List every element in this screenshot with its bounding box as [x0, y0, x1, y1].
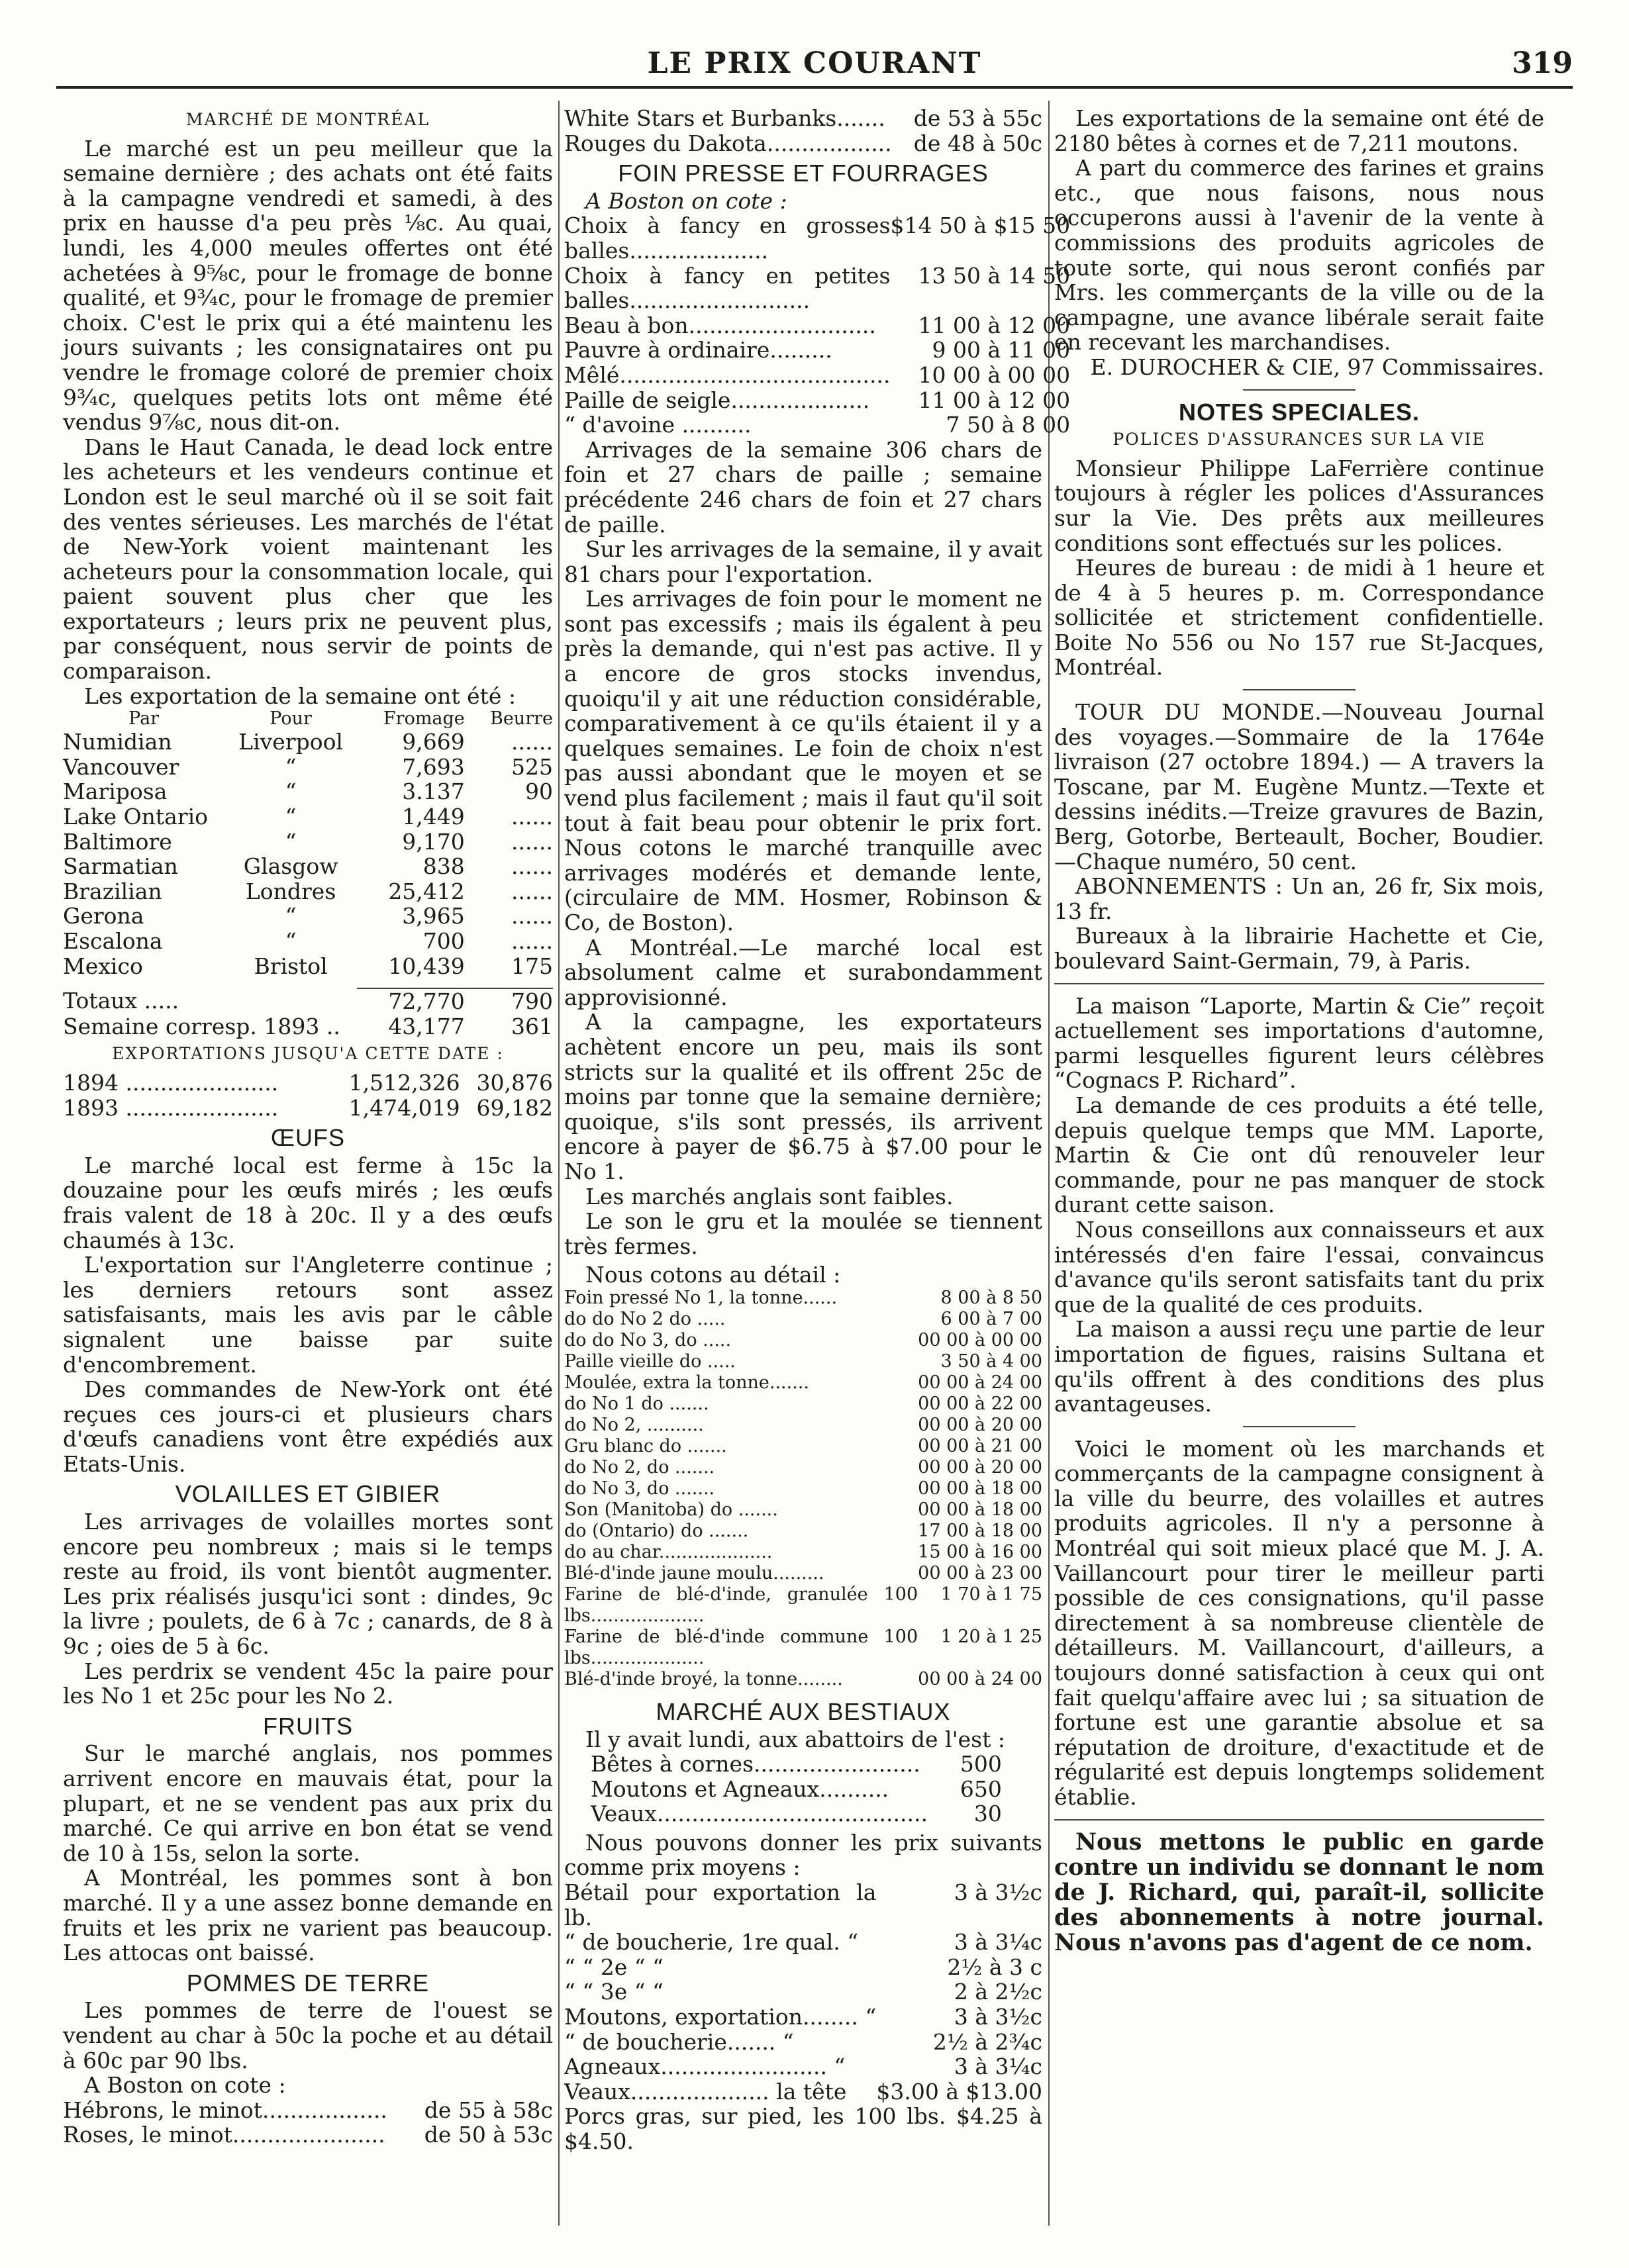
item-price: 00 00 à 23 00 — [918, 1562, 1042, 1583]
price-row — [63, 2122, 553, 2148]
export-row — [63, 954, 553, 979]
paragraph: Les perdrix se vendent 45c la paire pour les No 1 et 25c pour les No 2. — [63, 1658, 553, 1709]
price-row — [564, 1330, 1042, 1351]
price-row — [591, 1777, 1002, 1802]
column-2 — [564, 105, 1071, 2154]
butter-count: 90 — [525, 779, 553, 805]
item-label: do No 3, do ....... — [564, 1478, 715, 1499]
item-price: 00 00 à 22 00 — [918, 1393, 1042, 1414]
item-price: 00 00 à 20 00 — [918, 1414, 1042, 1435]
item-label: Moutons, exportation........ “ — [564, 2004, 877, 2030]
paragraph: L'exportation sur l'Angleterre continue ; les derniers retours sont assez satisfaisants, mais les avis par le câble signalent une baisse par suite d'encombrement. — [63, 1252, 553, 1378]
cheese-count: 1,449 — [402, 804, 465, 830]
item-price: 1 70 à 1 75 — [940, 1583, 1042, 1605]
cheese-count: 3.137 — [402, 779, 465, 805]
price-row — [564, 2079, 1042, 2104]
butter-count: ...... — [511, 903, 553, 929]
item-label: Pauvre à ordinaire......... — [564, 337, 832, 363]
ship-name: Lake Ontario — [63, 804, 209, 830]
destination-port: Londres — [245, 878, 336, 904]
item-price: 00 00 à 18 00 — [918, 1499, 1042, 1520]
paragraph: Des commandes de New-York ont été reçues ces jours-ci et plusieurs chars d'œufs canadiens vont être expédiés aux Etats-Unis. — [63, 1376, 553, 1477]
price-row — [564, 363, 1070, 388]
price-row — [564, 1521, 1042, 1542]
paragraph: Les arrivages de foin pour le moment ne sont pas excessifs ; mais ils égalent à peu près la demande, qui n'est pas active. Il y a encore de gros stocks invendus, quoiqu'il y ait une réduction considérable, comparativement à ce qu'ils étaient il y a quelques semaines. Le foin de choix n'est pas aussi abondant que le moyen et se vend plus facilement ; mais il faut qu'il soit tout à fait beau pour obtenir le prix fort. Nous cotons le marché tranquille avec arrivages modérés et demande lente, (circulaire de MM. Hosmer, Robinson & Co, de Boston). — [564, 586, 1042, 935]
section-heading: FOIN PRESSE ET FOURRAGES — [618, 160, 989, 187]
item-price: 00 00 à 24 00 — [918, 1668, 1042, 1689]
total-label: Totaux ..... — [63, 988, 179, 1014]
price-row — [564, 1394, 1042, 1415]
item-label: Son (Manitoba) do ....... — [564, 1499, 778, 1520]
price-row — [564, 1930, 1042, 1955]
header-rule — [56, 86, 1573, 89]
ship-name: Mariposa — [63, 779, 168, 805]
detail-price-table — [564, 1288, 1042, 1690]
item-label: “ “ 2e “ “ — [564, 1954, 664, 1980]
item-price: de 50 à 53c — [424, 2122, 553, 2148]
price-row — [564, 2030, 1042, 2055]
price-row — [564, 313, 1070, 338]
item-label: do do No 3, do ..... — [564, 1329, 732, 1350]
butter-total: 790 — [465, 988, 553, 1014]
column-header: Beurre — [489, 708, 553, 730]
item-price: 17 00 à 18 00 — [918, 1520, 1042, 1541]
price-row — [564, 213, 1070, 263]
butter-count: 525 — [511, 753, 553, 780]
warning-notice: Nous mettons le public en garde contre un individu se donnant le nom de J. Richard, qui, paraît-il, sollicite des abonnements à notre journal. Nous n'avons pas d'agent de ce nom. — [1054, 1828, 1544, 1956]
item-label: Bétail pour exportation la lb. — [564, 1879, 877, 1930]
item-label: Moulée, extra la tonne....... — [564, 1372, 809, 1393]
cheese-count: 9,170 — [402, 828, 465, 855]
item-price: $3.00 à $13.00 — [876, 2078, 1042, 2104]
paragraph: Les arrivages de volailles mortes sont encore peu nombreux ; mais si le temps reste au froid, ils vont bientôt augmenter. Les prix réalisés jusqu'ici sont : dindes, 9c la livre ; poulets, de 6 à 7c ; canards, de 8 à 9c ; oies de 5 à 6c. — [63, 1509, 553, 1660]
item-price: de 53 à 55c — [913, 105, 1042, 131]
item-price: 3 à 3¼c — [954, 2054, 1042, 2080]
item-label: do No 1 do ....... — [564, 1393, 709, 1414]
column-header: Par — [128, 708, 160, 730]
butter-count: ...... — [511, 878, 553, 904]
year-label: 1893 ...................... — [63, 1094, 279, 1121]
cheese-total: 1,512,326 — [348, 1069, 460, 1096]
export-row — [63, 929, 553, 954]
item-price: 3 50 à 4 00 — [940, 1350, 1042, 1372]
cheese-count: 7,693 — [402, 753, 465, 780]
butter-count: ...... — [511, 729, 553, 755]
price-row — [564, 1979, 1042, 2005]
arrivals-table — [591, 1752, 1002, 1826]
export-row — [63, 829, 553, 855]
section-heading: POMMES DE TERRE — [186, 1969, 430, 1997]
paragraph: A Montréal.—Le marché local est absolument calme et surabondamment approvisionné. — [564, 934, 1042, 1010]
item-price: 00 00 à 21 00 — [918, 1435, 1042, 1456]
export-row — [63, 904, 553, 929]
ship-name: Gerona — [63, 903, 144, 929]
paragraph: Monsieur Philippe LaFerrière continue toujours à régler les polices d'Assurances sur la Vie. Des prêts aux meilleures conditions sont effectués sur les polices. — [1054, 455, 1544, 556]
butter-total: 30,876 — [476, 1069, 553, 1096]
paragraph: Heures de bureau : de midi à 1 heure et de 4 à 5 heures p. m. Correspondance sollicitée et strictement confidentielle. Boite No 556 ou No 157 rue St-Jacques, Montréal. — [1054, 555, 1544, 681]
item-price: 7 50 à 8 00 — [946, 412, 1071, 438]
section-heading: MARCHÉ AUX BESTIAUX — [656, 1697, 951, 1725]
paragraph: Le marché est un peu meilleur que la semaine dernière ; des achats ont été faits à la campagne vendredi et samedi, à des prix en hausse d'a peu près ⅛c. Au quai, lundi, les 4,000 meules offertes ont été achetées à 9⅝c, pour le fromage de bonne qualité, et 9¾c, pour le fromage de premier choix. C'est le prix qui a été maintenu les jours suivants ; les consignataires ont pu vendre le fromage coloré de premier choix 9¾c, quelques petits lots ont même été vendus 9⅞c, nous dit-on. — [63, 135, 553, 436]
butter-count: ...... — [511, 853, 553, 880]
price-row — [564, 1457, 1042, 1478]
cheese-count: 700 — [422, 928, 465, 954]
price-row — [564, 1478, 1042, 1499]
price-row — [564, 1627, 1042, 1669]
price-row — [564, 1584, 1042, 1627]
signature: E. DUROCHER & CIE, 97 Commissaires. — [1090, 354, 1544, 380]
item-label: do No 2, .......... — [564, 1414, 704, 1435]
item-label: Choix à fancy en grosses balles.................... — [564, 213, 891, 263]
item-price: 3 à 3½c — [954, 1879, 1042, 1906]
price-row — [564, 106, 1042, 131]
ship-name: Vancouver — [63, 753, 179, 780]
destination-port: “ — [285, 903, 297, 929]
year-label: 1894 ...................... — [63, 1069, 279, 1096]
paragraph: Le marché local est ferme à 15c la douzaine pour les œufs mirés ; les œufs frais valent de 18 à 20c. Il y a des œufs chaumés à 13c. — [63, 1152, 553, 1253]
item-price: de 48 à 50c — [913, 130, 1042, 156]
price-row — [564, 2005, 1042, 2030]
item-price: 8 00 à 8 50 — [940, 1287, 1042, 1308]
butter-count: ...... — [511, 928, 553, 954]
column-divider — [558, 101, 560, 2226]
paragraph: Les pommes de terre de l'ouest se vendent au char à 50c la poche et au détail à 60c par 90 lbs. — [63, 1997, 553, 2073]
divider — [1054, 1819, 1544, 1820]
item-label: Paille vieille do ..... — [564, 1350, 736, 1372]
cheese-count: 838 — [422, 853, 465, 880]
paragraph: Les marchés anglais sont faibles. — [585, 1183, 954, 1209]
price-row — [564, 1669, 1042, 1690]
cheese-total: 43,177 — [388, 1013, 465, 1039]
item-label: “ “ 3e “ “ — [564, 1979, 664, 2005]
ship-name: Escalona — [63, 928, 163, 954]
paragraph: Porcs gras, sur pied, les 100 lbs. $4.25 à $4.50. — [564, 2103, 1042, 2154]
item-price: 00 00 à 18 00 — [918, 1478, 1042, 1499]
item-price: 500 — [960, 1751, 1002, 1777]
column-3 — [1054, 106, 1544, 1956]
destination-port: “ — [285, 928, 297, 954]
divider — [1054, 983, 1544, 984]
export-row — [63, 804, 553, 829]
item-price: $14 50 à $15 50 — [890, 213, 1071, 239]
item-label: Blé-d'inde broyé, la tonne........ — [564, 1668, 843, 1689]
item-label: Mêlé....................................... — [564, 361, 891, 388]
item-price: 2½ à 2¾c — [932, 2028, 1042, 2055]
price-row — [564, 338, 1070, 363]
since-table — [63, 1070, 553, 1120]
item-label: Paille de seigle.................... — [564, 387, 870, 413]
section-heading: MARCHÉ DE MONTRÉAL — [185, 110, 430, 129]
ship-name: Brazilian — [63, 878, 162, 904]
price-row — [564, 1288, 1042, 1309]
destination-port: “ — [285, 804, 297, 830]
price-row — [591, 1801, 1002, 1826]
item-price: 13 50 à 14 50 — [918, 262, 1071, 289]
item-label: Veaux.................... la tête — [564, 2078, 847, 2104]
detail-heading: Nous cotons au détail : — [585, 1262, 841, 1288]
paragraph: Nous conseillons aux connaisseurs et aux intéressés d'en faire l'essai, convaincus d'avance qu'ils seront satisfaits tant du prix que de la qualité de ces produits. — [1054, 1216, 1544, 1317]
section-heading: ŒUFS — [271, 1124, 345, 1152]
paragraph: A Montréal, les pommes sont à bon marché. Il y a une assez bonne demande en fruits et les prix ne varient pas beaucoup. Les attocas ont baissé. — [63, 1865, 553, 1966]
subsection-heading: EXPORTATIONS JUSQU'A CETTE DATE : — [112, 1044, 504, 1064]
item-price: 00 00 à 00 00 — [918, 1329, 1042, 1350]
paragraph: Bureaux à la librairie Hachette et Cie, boulevard Saint-Germain, 79, à Paris. — [1054, 923, 1544, 974]
item-price: 30 — [973, 1801, 1002, 1827]
item-price: 6 00 à 7 00 — [940, 1308, 1042, 1329]
export-row — [63, 854, 553, 879]
item-label: Agneaux........................ “ — [564, 2054, 846, 2080]
item-price: 11 00 à 12 00 — [918, 312, 1071, 338]
export-row — [63, 879, 553, 904]
price-row — [564, 131, 1042, 156]
price-row — [564, 1880, 1042, 1930]
item-price: 2 à 2½c — [954, 1979, 1042, 2005]
page-header — [56, 41, 1573, 89]
price-row — [564, 388, 1070, 413]
paragraph: La demande de ces produits a été telle, depuis quelque temps que MM. Laporte, Martin & Cie ont dû renouveler leur commande, pour ne pas manquer de stock durant cette saison. — [1054, 1092, 1544, 1218]
item-price: 00 00 à 20 00 — [918, 1456, 1042, 1478]
cheese-count: 25,412 — [388, 878, 465, 904]
cheese-count: 9,669 — [402, 729, 465, 755]
paragraph: Le son le gru et la moulée se tiennent très fermes. — [564, 1208, 1042, 1259]
page-number: 319 — [1512, 46, 1573, 80]
butter-count: ...... — [511, 828, 553, 855]
paragraph: La maison “Laporte, Martin & Cie” reçoit actuellement ses importations d'automne, parmi lesquelles figurent leurs célèbres “Cognacs P. Richard”. — [1054, 992, 1544, 1094]
item-label: White Stars et Burbanks....... — [564, 105, 885, 131]
boston-label-text: A Boston on cote : — [585, 187, 787, 214]
item-price: 3 à 3½c — [954, 2004, 1042, 2030]
price-row — [564, 263, 1070, 313]
section-heading: NOTES SPECIALES. — [1178, 398, 1420, 426]
cheese-total: 72,770 — [357, 988, 465, 1014]
destination-port: “ — [285, 779, 297, 805]
item-price: 10 00 à 00 00 — [918, 361, 1071, 388]
item-price: 2½ à 3 c — [947, 1954, 1042, 1980]
price-row — [63, 2098, 553, 2123]
paragraph: Sur le marché anglais, nos pommes arrivent encore en mauvais état, pour la plupart, et ne se vendent pas aux prix du marché. Ce qui arrive en bon état se vend de 10 à 15s, selon la sorte. — [63, 1740, 553, 1866]
paragraph: A part du commerce des farines et grains etc., que nous faisons, nous nous occuperons aussi à l'avenir de la vente à commissions des produits agricoles de toute sorte, qui nous seront confiés par Mrs. les commerçants de la ville ou de la campagne, une avance libérale serait faite en recevant les marchandises. — [1054, 155, 1544, 355]
ship-name: Sarmatian — [63, 853, 178, 880]
paragraph: Les exportations de la semaine ont été de 2180 bêtes à cornes et de 7,211 moutons. — [1054, 105, 1544, 156]
item-label: Choix à fancy en petites balles.......................... — [564, 262, 891, 314]
item-label: do No 2, do ....... — [564, 1456, 715, 1478]
cheese-count: 3,965 — [402, 903, 465, 929]
item-price: 00 00 à 24 00 — [918, 1372, 1042, 1393]
paragraph: Arrivages de la semaine 306 chars de foin et 27 chars de paille ; semaine précédente 246 chars de foin et 27 chars de paille. — [564, 436, 1042, 538]
destination-port: Glasgow — [243, 853, 338, 880]
item-label: do do No 2 do ..... — [564, 1308, 726, 1329]
price-row — [564, 1499, 1042, 1521]
paragraph: Il y avait lundi, aux abattoirs de l'est : — [585, 1726, 1005, 1752]
item-label: Moutons et Agneaux.......... — [591, 1775, 889, 1802]
butter-total: 361 — [511, 1013, 553, 1039]
export-row — [63, 730, 553, 755]
item-price: 11 00 à 12 00 — [918, 387, 1071, 413]
price-row — [564, 2054, 1042, 2079]
paragraph: A la campagne, les exportateurs achètent encore un peu, mais ils sont stricts sur la qualité et ils offrent 25c de moins par tonne que la semaine dernière; quoique, s'ils sont pressés, ils arrivent encore à payer de $6.75 à $7.00 pour le No 1. — [564, 1009, 1042, 1184]
butter-count: ...... — [511, 804, 553, 830]
since-row — [63, 1096, 553, 1121]
destination-port: Liverpool — [238, 729, 343, 755]
export-row — [63, 779, 553, 804]
item-label: Veaux....................................... — [591, 1801, 928, 1827]
column-header: Fromage — [383, 708, 465, 730]
destination-port: “ — [285, 753, 297, 780]
item-label: Foin pressé No 1, la tonne...... — [564, 1287, 838, 1308]
boston-label — [564, 189, 1042, 214]
destination-port: “ — [285, 828, 297, 855]
item-price: de 55 à 58c — [424, 2097, 553, 2123]
section-heading: VOLAILLES ET GIBIER — [175, 1480, 441, 1508]
divider — [1243, 389, 1356, 391]
paragraph: La maison a aussi reçu une partie de leur importation de figues, raisins Sultana et qu'ils offrent à des conditions des plus avantageuses. — [1054, 1316, 1544, 1417]
table-header-row — [63, 708, 553, 730]
item-label: “ d'avoine .......... — [564, 412, 752, 438]
export-row — [63, 755, 553, 780]
page-title: LE PRIX COURANT — [647, 46, 982, 80]
item-price: 9 00 à 11 00 — [932, 337, 1071, 363]
price-row — [564, 412, 1070, 438]
butter-count: 175 — [511, 953, 553, 979]
item-label: “ de boucherie....... “ — [564, 2028, 794, 2055]
item-label: do au char.................... — [564, 1541, 773, 1562]
price-row — [564, 1542, 1042, 1563]
hay-price-table — [564, 213, 1070, 437]
cheese-total: 1,474,019 — [348, 1094, 460, 1121]
item-label: Beau à bon........................... — [564, 312, 876, 338]
price-row — [564, 1351, 1042, 1372]
column-header: Pour — [270, 708, 312, 730]
divider — [1243, 689, 1356, 690]
paragraph: A Boston on cote : — [84, 2072, 286, 2099]
total-label: Semaine corresp. 1893 .. — [63, 1013, 340, 1039]
item-label: Roses, le minot...................... — [63, 2122, 385, 2148]
since-row — [63, 1070, 553, 1096]
ship-name: Mexico — [63, 953, 143, 979]
item-label: Farine de blé-d'inde commune 100 lbs.................... — [564, 1626, 918, 1668]
subsection-heading: POLICES D'ASSURANCES SUR LA VIE — [1112, 430, 1486, 449]
potato-price-table-continued — [564, 106, 1042, 156]
total-row — [63, 988, 553, 1014]
price-row — [564, 1436, 1042, 1457]
paragraph: Voici le moment où les marchands et commerçants de la campagne consignent à la ville du beurre, des volailles et autres produits agricoles. Il n'y a personne à Montréal qui soit mieux placé que M. J. A. Vaillancourt pour tirer le meilleur parti possible de ces consignations, qu'il passe directement à sa nombreuse clientèle de détailleurs. M. Vaillancourt, d'ailleurs, a toujours donné satisfaction à ceux qui ont fait quelqu'affaire avec lui ; sa situation de fortune est une garantie absolue et sa réputation de droiture, d'exactitude et de régularité est depuis longtemps solidement établie. — [1054, 1435, 1544, 1810]
paragraph: Dans le Haut Canada, le dead lock entre les acheteurs et les vendeurs continue et London est le seul marché où il se soit fait des ventes sérieuses. Les marchés de l'état de New-York voient maintenant les acheteurs pour la consommation locale, qui paient souvent plus cher que les exportateurs ; leurs prix ne peuvent plus, par conséquent, nous servir de points de comparaison. — [63, 434, 553, 685]
item-price: 3 à 3¼c — [954, 1929, 1042, 1956]
price-row — [564, 1309, 1042, 1330]
total-row — [63, 1014, 553, 1039]
butter-total: 69,182 — [476, 1094, 553, 1121]
destination-port: Bristol — [254, 953, 328, 979]
ship-name: Baltimore — [63, 828, 172, 855]
price-row — [564, 1372, 1042, 1394]
section-heading: FRUITS — [263, 1712, 353, 1740]
price-row — [564, 1955, 1042, 1980]
item-label: Farine de blé-d'inde, granulée 100 lbs.................... — [564, 1583, 918, 1626]
ship-name: Numidian — [63, 729, 172, 755]
item-label: do (Ontario) do ....... — [564, 1520, 749, 1541]
item-label: Gru blanc do ....... — [564, 1435, 727, 1456]
spacer-row — [63, 978, 553, 988]
paragraph: Les exportation de la semaine ont été : — [84, 683, 517, 709]
price-row — [564, 1415, 1042, 1436]
paragraph: TOUR DU MONDE.—Nouveau Journal des voyages.—Sommaire de la 1764e livraison (27 octobre 1894.) — A travers la Toscane, par M. Eugène Muntz.—Texte et dessins inédits.—Treize gravures de Bazin, Berg, Gotorbe, Berteault, Bocher, Boudier.—Chaque numéro, 50 cent. — [1054, 699, 1544, 874]
price-row — [591, 1752, 1002, 1777]
cheese-count: 10,439 — [388, 953, 465, 979]
item-price: 1 20 à 1 25 — [940, 1626, 1042, 1647]
paragraph: Sur les arrivages de la semaine, il y avait 81 chars pour l'exportation. — [564, 536, 1042, 587]
price-row — [564, 1563, 1042, 1584]
item-price: 650 — [960, 1775, 1002, 1802]
item-label: Hébrons, le minot.................. — [63, 2097, 387, 2123]
cattle-price-table — [564, 1880, 1042, 2104]
item-label: Blé-d'inde jaune moulu......... — [564, 1562, 824, 1583]
divider — [1243, 1426, 1356, 1427]
item-price: 15 00 à 16 00 — [918, 1541, 1042, 1562]
item-label: Bêtes à cornes........................ — [591, 1751, 920, 1777]
paragraph: ABONNEMENTS : Un an, 26 fr, Six mois, 13 fr. — [1054, 873, 1544, 924]
item-label: Rouges du Dakota.................. — [564, 130, 892, 156]
exports-table — [63, 708, 553, 1039]
column-1 — [63, 106, 553, 2148]
potato-price-table — [63, 2098, 553, 2148]
item-label: “ de boucherie, 1re qual. “ — [564, 1929, 859, 1956]
paragraph: Nous pouvons donner les prix suivants comme prix moyens : — [564, 1829, 1042, 1881]
